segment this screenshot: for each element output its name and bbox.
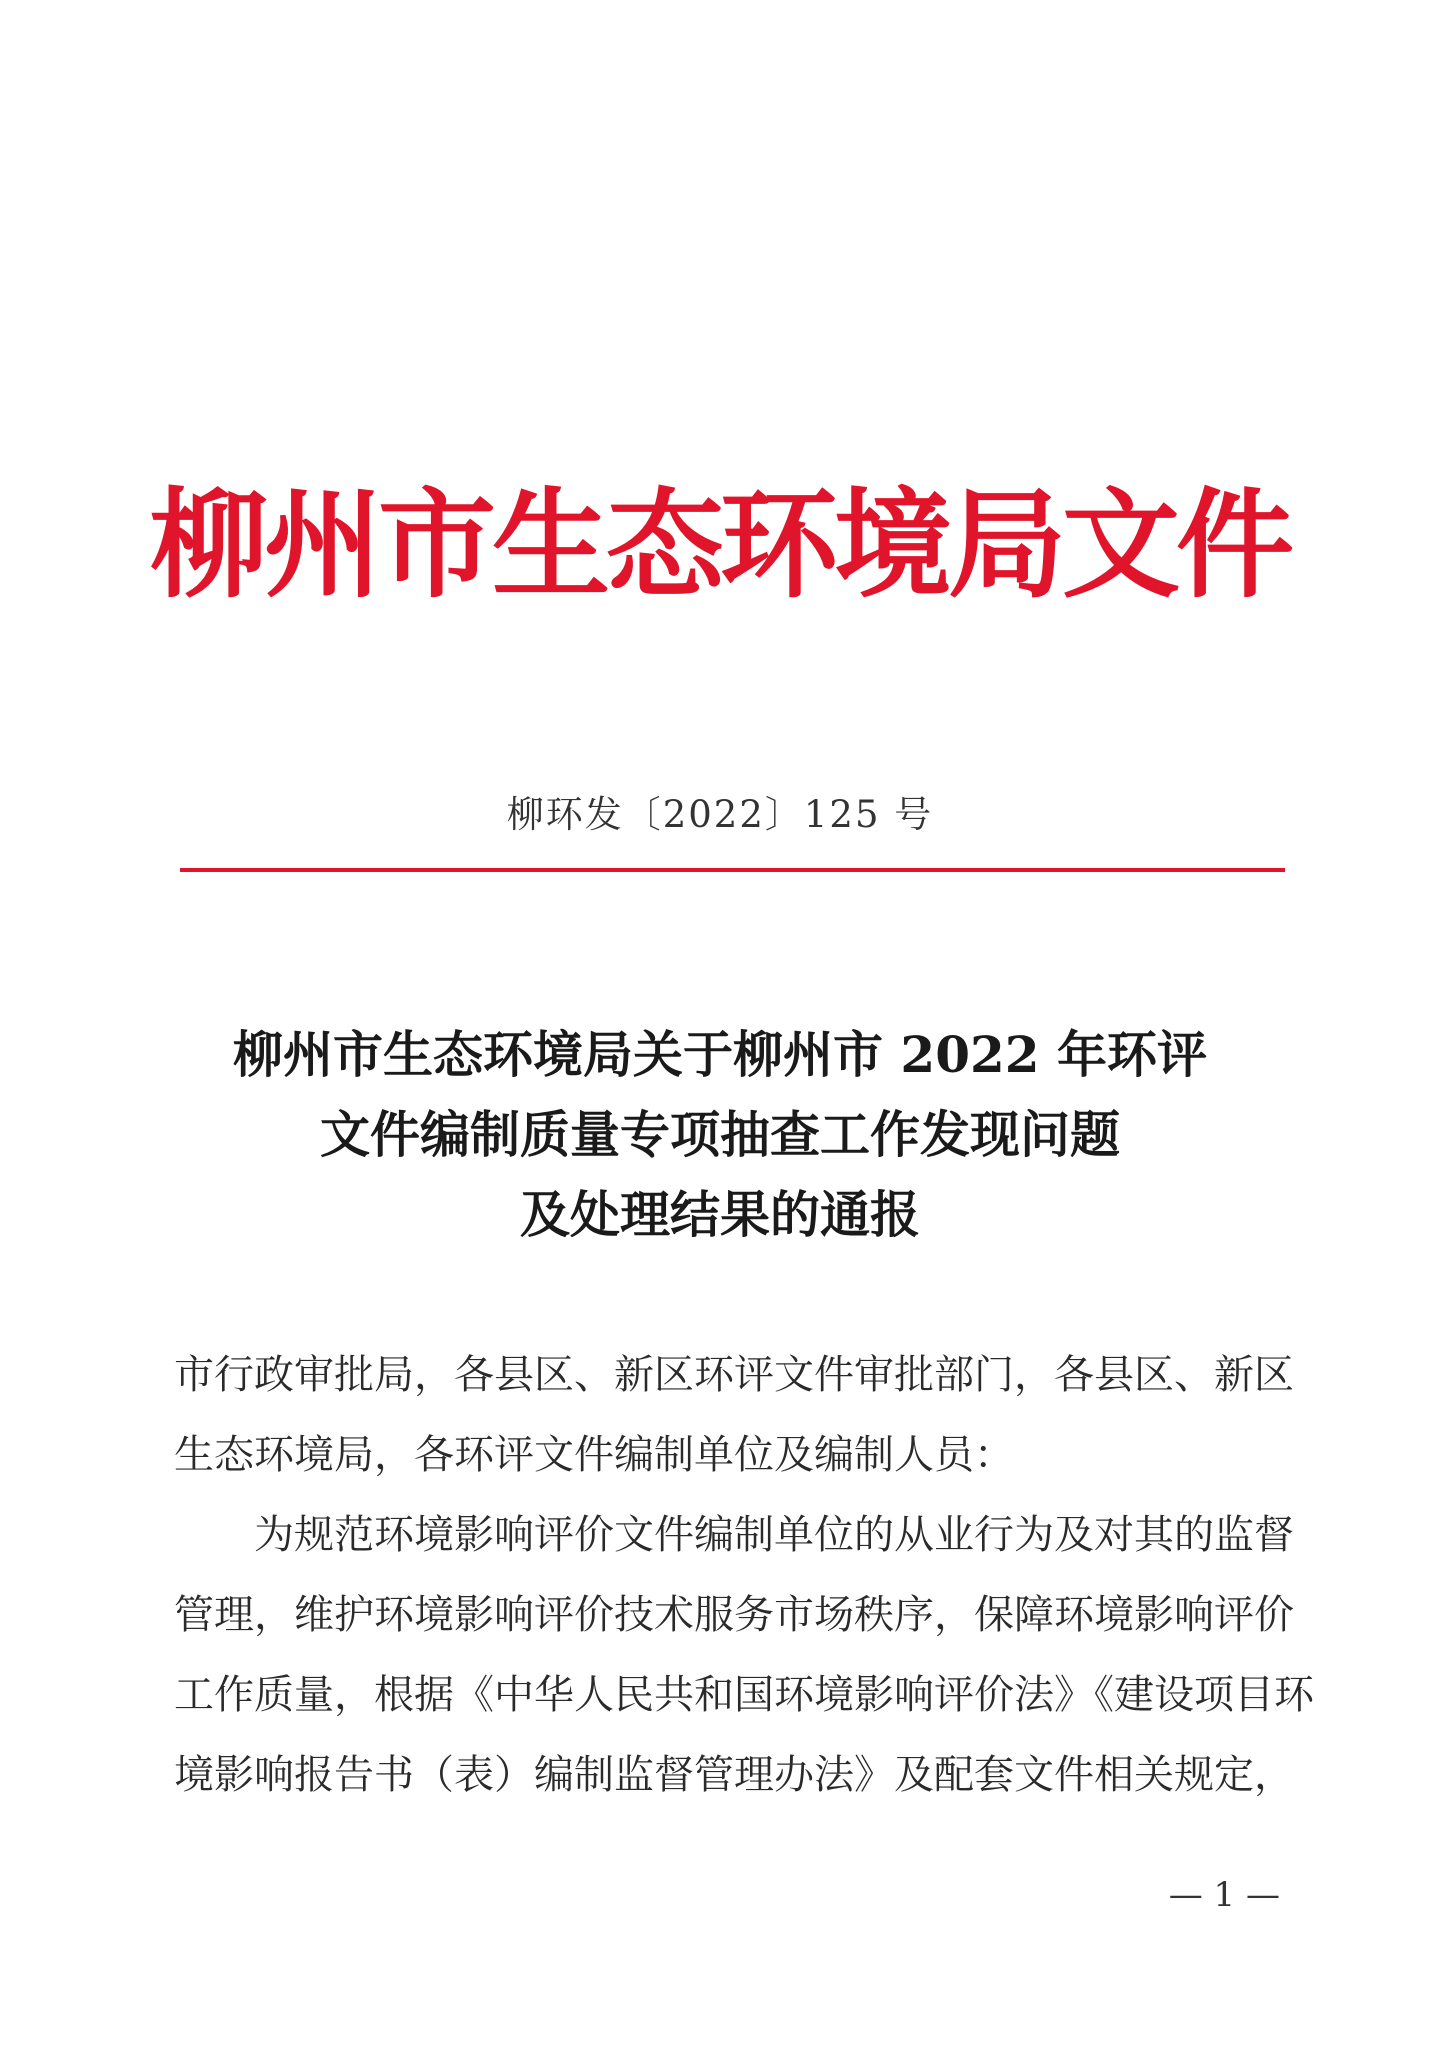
document-title-line: 及处理结果的通报 [520, 1185, 920, 1244]
page-number: — 1 — [1168, 1875, 1280, 1915]
document-number: 柳环发〔2022〕125 号 [506, 793, 934, 836]
paragraph-line: 为规范环境影响评价文件编制单位的从业行为及对其的监督 [254, 1512, 1294, 1558]
addressee-line: 生态环境局，各环评文件编制单位及编制人员： [174, 1432, 1014, 1478]
issuer-header-title: 柳州市生态环境局文件 [149, 476, 1290, 614]
paragraph-line: 工作质量，根据《中华人民共和国环境影响评价法》《建设项目环 [174, 1672, 1314, 1718]
document-body [174, 1335, 1314, 1815]
addressee-line: 市行政审批局，各县区、新区环评文件审批部门，各县区、新区 [174, 1352, 1294, 1398]
paragraph-line: 管理，维护环境影响评价技术服务市场秩序，保障环境影响评价 [174, 1592, 1294, 1638]
document-title [0, 1015, 1440, 1255]
paragraph-line: 境影响报告书（表）编制监督管理办法》及配套文件相关规定， [174, 1752, 1294, 1798]
document-title-line: 文件编制质量专项抽查工作发现问题 [320, 1105, 1120, 1164]
red-separator-rule [180, 868, 1285, 872]
document-title-line: 柳州市生态环境局关于柳州市 2022 年环评 [233, 1025, 1207, 1084]
